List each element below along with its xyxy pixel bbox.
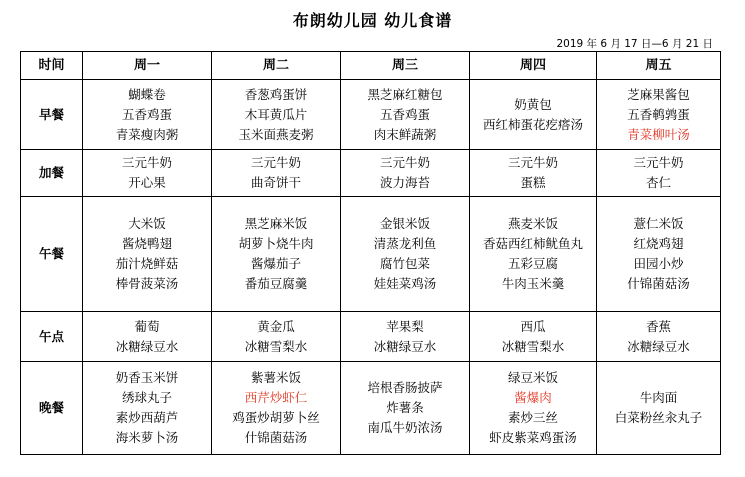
menu-item: 奶香玉米饼 [115, 370, 179, 385]
menu-cell [212, 150, 341, 197]
menu-cell [470, 80, 597, 150]
menu-item: 冰糖绿豆水 [373, 338, 437, 354]
meal-row [21, 197, 721, 312]
menu-item: 西芹炒虾仁 [244, 390, 308, 405]
menu-item: 木耳黄瓜片 [244, 106, 308, 122]
menu-item: 冰糖雪梨水 [501, 338, 565, 354]
menu-item: 腐竹包菜 [379, 256, 430, 271]
menu-cell [83, 312, 212, 362]
menu-item: 五香鸡蛋 [121, 106, 172, 122]
menu-item: 什锦菌菇汤 [244, 430, 308, 445]
menu-cell [597, 362, 721, 455]
menu-item: 牛肉玉米羹 [501, 276, 565, 291]
menu-item: 香蕉 [645, 318, 671, 334]
menu-cell [597, 312, 721, 362]
menu-item: 酱爆茄子 [250, 256, 301, 271]
menu-cell [341, 80, 470, 150]
meal-label: 晚餐 [21, 362, 83, 455]
menu-item: 葡萄 [134, 318, 160, 334]
menu-item: 炸薯条 [386, 400, 424, 415]
menu-item: 三元牛奶 [633, 155, 684, 170]
menu-cell [597, 197, 721, 312]
meal-row [21, 362, 721, 455]
meal-row [21, 80, 721, 150]
menu-table [20, 51, 721, 455]
menu-item: 什锦菌菇汤 [627, 276, 690, 291]
menu-cell [83, 197, 212, 312]
menu-cell [470, 150, 597, 197]
menu-cell [341, 150, 470, 197]
menu-item: 冰糖绿豆水 [115, 338, 179, 354]
menu-item: 三元牛奶 [507, 155, 558, 170]
menu-item: 蛋糕 [520, 175, 546, 190]
menu-item: 培根香肠披萨 [367, 380, 443, 395]
header-row [21, 52, 721, 80]
menu-item: 香葱鸡蛋饼 [244, 86, 308, 102]
menu-item: 白菜粉丝汆丸子 [614, 410, 703, 425]
menu-item: 肉末鲜蔬粥 [373, 126, 437, 142]
menu-item: 五彩豆腐 [507, 256, 558, 271]
menu-item: 绣球丸子 [121, 390, 172, 405]
menu-item: 番茄豆腐羹 [244, 276, 308, 291]
menu-cell [341, 362, 470, 455]
menu-item: 海米萝卜汤 [115, 430, 179, 445]
menu-item: 棒骨菠菜汤 [115, 276, 179, 291]
menu-item: 苹果梨 [386, 318, 424, 334]
header-time: 时间 [21, 52, 83, 80]
menu-item: 黑芝麻米饭 [244, 216, 308, 231]
menu-item: 红烧鸡翅 [633, 236, 684, 251]
menu-item: 冰糖绿豆水 [627, 338, 690, 354]
menu-cell [212, 80, 341, 150]
menu-item: 黑芝麻红糖包 [367, 86, 443, 102]
menu-item: 曲奇饼干 [250, 175, 301, 190]
menu-item: 清蒸龙利鱼 [373, 236, 437, 251]
date-range: 2019 年 6 月 17 日—6 月 21 日 [556, 38, 713, 50]
menu-item: 薏仁米饭 [633, 216, 684, 231]
menu-item: 西红柿蛋花疙瘩汤 [482, 116, 583, 132]
meal-label: 午点 [21, 312, 83, 362]
menu-item: 波力海苔 [379, 175, 430, 190]
menu-item: 鸡蛋炒胡萝卜丝 [232, 410, 320, 425]
menu-item: 大米饭 [128, 216, 166, 231]
menu-item: 牛肉面 [639, 390, 678, 405]
meal-label: 加餐 [21, 150, 83, 197]
menu-item: 田园小炒 [633, 256, 684, 271]
menu-item: 西瓜 [520, 318, 546, 334]
menu-item: 茄汁烧鲜菇 [115, 256, 179, 271]
menu-cell [470, 362, 597, 455]
menu-cell [212, 197, 341, 312]
menu-item: 紫薯米饭 [250, 370, 301, 385]
menu-cell [212, 312, 341, 362]
menu-item: 五香鸡蛋 [379, 106, 430, 122]
header-day: 周三 [341, 52, 470, 80]
menu-item: 黄金瓜 [257, 318, 295, 334]
menu-cell [470, 312, 597, 362]
menu-item: 五香鹌鹑蛋 [627, 106, 690, 122]
menu-item: 虾皮紫菜鸡蛋汤 [489, 430, 577, 445]
menu-item: 冰糖雪梨水 [244, 338, 308, 354]
menu-cell [470, 197, 597, 312]
header-day: 周一 [83, 52, 212, 80]
menu-item: 娃娃菜鸡汤 [373, 276, 437, 291]
meal-row [21, 312, 721, 362]
menu-item: 素炒三丝 [507, 410, 558, 425]
menu-item: 三元牛奶 [121, 155, 172, 170]
menu-item: 燕麦米饭 [507, 216, 558, 231]
menu-item: 绿豆米饭 [507, 370, 558, 385]
menu-item: 三元牛奶 [379, 155, 430, 170]
menu-item: 三元牛奶 [250, 155, 301, 170]
menu-item: 芝麻果酱包 [627, 86, 690, 102]
menu-cell [597, 150, 721, 197]
menu-cell [83, 150, 212, 197]
meal-row [21, 150, 721, 197]
meal-label: 早餐 [21, 80, 83, 150]
menu-item: 蝴蝶卷 [128, 86, 166, 102]
menu-item: 素炒西葫芦 [115, 410, 179, 425]
menu-item: 香菇西红柿鱿鱼丸 [482, 236, 583, 251]
menu-item: 青菜瘦肉粥 [115, 126, 179, 142]
menu-item: 胡萝卜烧牛肉 [238, 236, 314, 251]
header-day: 周二 [212, 52, 341, 80]
menu-cell [83, 362, 212, 455]
menu-item: 玉米面燕麦粥 [238, 126, 314, 142]
menu-item: 开心果 [128, 175, 166, 190]
menu-cell [83, 80, 212, 150]
menu-cell [341, 312, 470, 362]
menu-item: 南瓜牛奶浓汤 [367, 420, 443, 435]
meal-label: 午餐 [21, 197, 83, 312]
header-day: 周四 [470, 52, 597, 80]
menu-item: 奶黄包 [514, 96, 552, 112]
menu-cell [341, 197, 470, 312]
menu-item: 金银米饭 [379, 216, 430, 231]
menu-item: 杏仁 [645, 175, 671, 190]
menu-item: 酱烧鸭翅 [121, 236, 172, 251]
menu-cell [212, 362, 341, 455]
menu-item: 酱爆肉 [514, 390, 552, 405]
header-day: 周五 [597, 52, 721, 80]
page-title: 布朗幼儿园 幼儿食谱 [292, 11, 453, 30]
menu-cell [597, 80, 721, 150]
menu-item: 青菜柳叶汤 [627, 126, 690, 142]
